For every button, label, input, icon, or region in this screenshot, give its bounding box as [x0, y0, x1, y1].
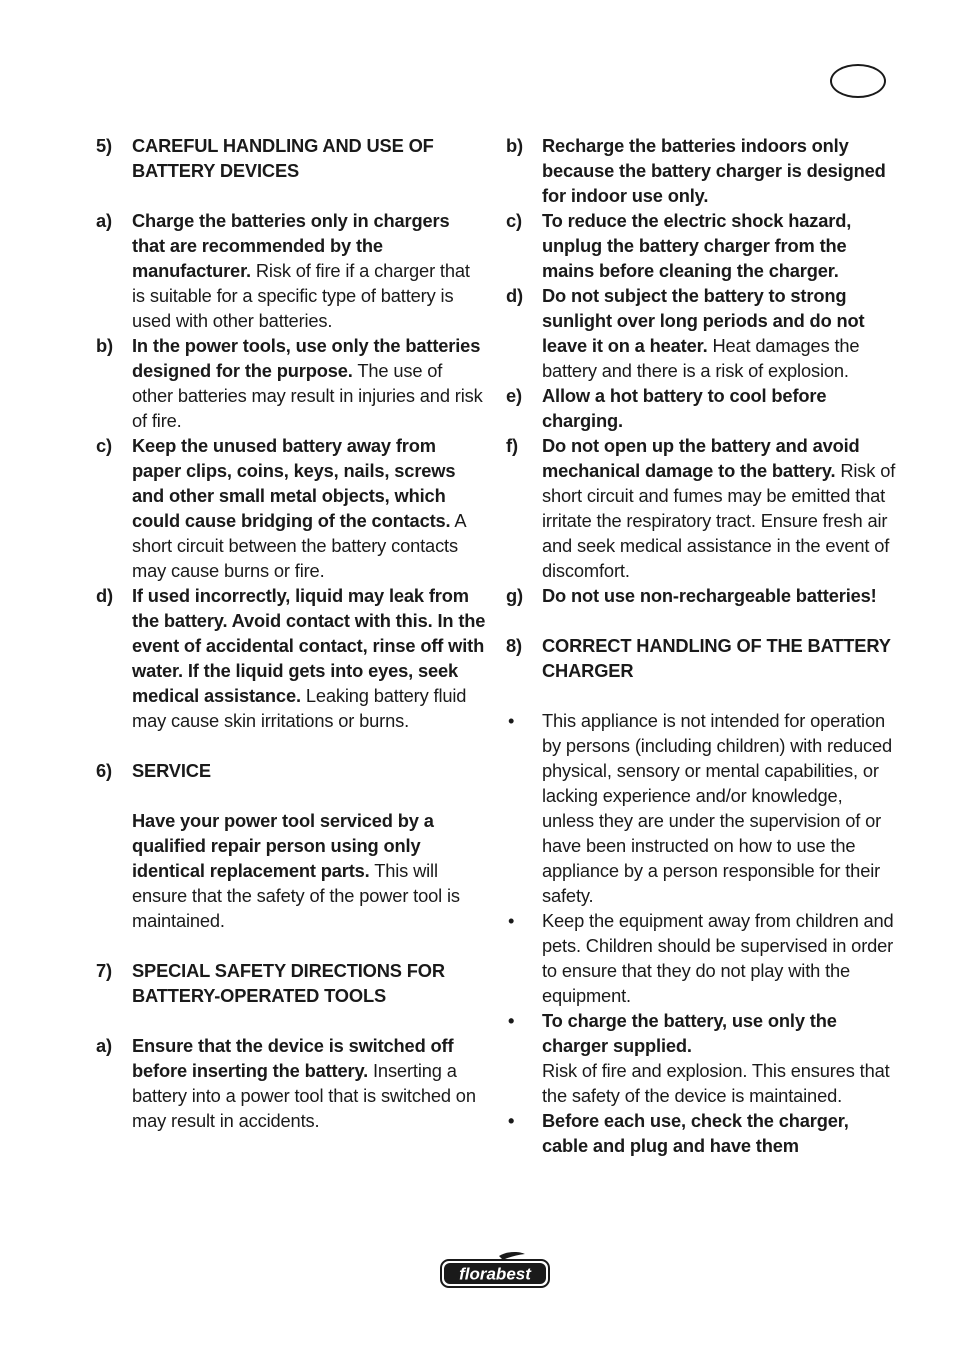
logo-text: florabest [459, 1264, 531, 1284]
section-heading-7: 7) SPECIAL SAFETY DIRECTIONS FOR BATTERY-OPERATED TOOLS [96, 960, 445, 1006]
language-badge [830, 64, 886, 98]
list-item: d) Do not subject the battery to strong sunlight over long periods and do not leave it on a heater. Heat damages the battery and there is a risk of explosion. [506, 285, 865, 381]
left-column [96, 133, 486, 1133]
section-heading-5: 5) CAREFUL HANDLING AND USE OF BATTERY DEVICES [96, 135, 434, 181]
section-heading-6: 6) SERVICE [96, 760, 211, 781]
list-item: f) Do not open up the battery and avoid mechanical damage to the battery. Risk of short circuit and fumes may be emitted that irritate the respiratory tract. Ensure fresh air and seek medical assistance in the event of discomfort. [506, 435, 896, 581]
list-item: b) In the power tools, use only the batteries designed for the purpose. The use of other batteries may result in injuries and risk of fire. [96, 335, 483, 431]
bullet-item: • Keep the equipment away from children and pets. Children should be supervised in order to ensure that they do not play with the equipment. [508, 910, 894, 1006]
bullet-item: • Before each use, check the charger, cable and plug and have them [508, 1110, 849, 1156]
list-item: a) Ensure that the device is switched off before inserting the battery. Inserting a battery into a power tool that is switched on may result in accidents. [96, 1035, 476, 1131]
bullet-item: • This appliance is not intended for operation by persons (including children) with reduced physical, sensory or mental capabilities, or lacking experience and/or knowledge, unless they are under the supervision of or have been instructed on how to use the appliance by a person responsible for their safety. [508, 710, 893, 906]
section-heading-8: 8) CORRECT HANDLING OF THE BATTERY CHARGER [506, 635, 891, 681]
bullet-item: • To charge the battery, use only the charger supplied. Risk of fire and explosion. This ensures that the safety of the device is maintained. [508, 1010, 890, 1106]
list-item: e) Allow a hot battery to cool before charging. [506, 385, 827, 431]
list-item: d) If used incorrectly, liquid may leak from the battery. Avoid contact with this. In the event of accidental contact, rinse off with water. If the liquid gets into eyes, seek medical assistance. Leaking battery fluid may cause skin irritations or burns. [96, 585, 486, 731]
right-column [506, 133, 896, 1158]
list-item: a) Charge the batteries only in chargers that are recommended by the manufacturer. Risk of fire if a charger that is suitable for a specific type of battery is used with other batteries. [96, 210, 470, 331]
list-item: c) To reduce the electric shock hazard, unplug the battery charger from the mains before cleaning the charger. [506, 210, 852, 281]
list-item: g) Do not use non-rechargeable batteries! [506, 585, 877, 606]
florabest-logo [439, 1251, 551, 1289]
list-item: b) Recharge the batteries indoors only because the battery charger is designed for indoor use only. [506, 135, 886, 206]
list-item: c) Keep the unused battery away from paper clips, coins, keys, nails, screws and other small metal objects, which could cause bridging of the contacts. A short circuit between the battery contacts may cause burns or fire. [96, 435, 466, 581]
service-paragraph: Have your power tool serviced by a qualified repair person using only identical replacement parts. This will ensure that the safety of the power tool is maintained. [132, 810, 460, 931]
